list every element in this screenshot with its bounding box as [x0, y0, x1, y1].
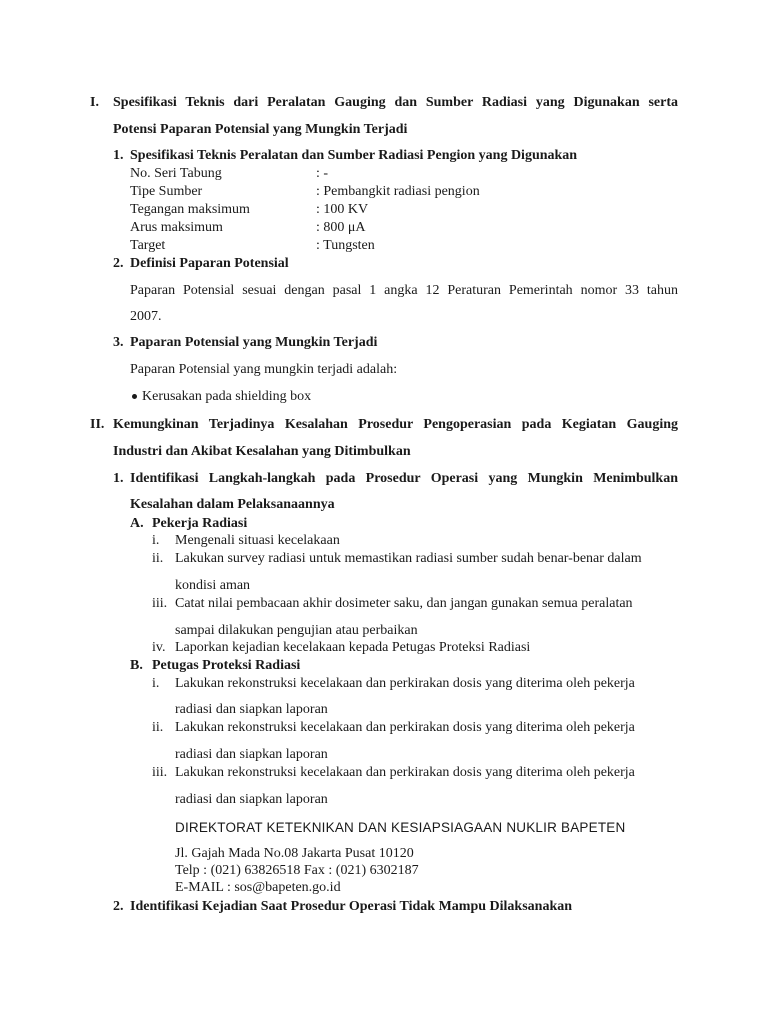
list-item: Lakukan rekonstruksi kecelakaan dan perkirakan dosis yang diterima oleh pekerja	[175, 720, 635, 735]
section-1-title-line2: Potensi Paparan Potensial yang Mungkin Terjadi	[113, 122, 408, 137]
list-item: Laporkan kejadian kecelakaan kepada Petugas Proteksi Radiasi	[175, 640, 531, 655]
list-item-continuation: radiasi dan siapkan laporan	[175, 747, 328, 762]
roman-numeral: i.	[152, 676, 160, 691]
organization-name: DIREKTORAT KETEKNIKAN DAN KESIAPSIAGAAN NUKLIR BAPETEN	[175, 820, 626, 835]
group-a-letter: A.	[130, 516, 144, 531]
group-b-title: Petugas Proteksi Radiasi	[152, 658, 301, 673]
spec-value: : Tungsten	[316, 238, 375, 253]
subsection-1-1-number: 1.	[113, 148, 124, 163]
subsection-2-2-number: 2.	[113, 899, 124, 914]
subsection-1-2-number: 2.	[113, 256, 124, 271]
roman-numeral: ii.	[152, 720, 164, 735]
section-1-title-line1: Spesifikasi Teknis dari Peralatan Gauging dan Sumber Radiasi yang Digunakan serta	[113, 95, 678, 110]
roman-numeral: iii.	[152, 596, 168, 611]
list-item-continuation: radiasi dan siapkan laporan	[175, 702, 328, 717]
subsection-1-3-number: 3.	[113, 335, 124, 350]
phone-line: Telp : (021) 63826518 Fax : (021) 6302187	[175, 863, 419, 878]
subsection-2-1-number: 1.	[113, 471, 124, 486]
spec-label: Arus maksimum	[130, 220, 223, 235]
section-2-title-line1: Kemungkinan Terjadinya Kesalahan Prosedur Pengoperasian pada Kegiatan Gauging	[113, 417, 678, 432]
list-item: Mengenali situasi kecelakaan	[175, 533, 340, 548]
paragraph-line: Paparan Potensial yang mungkin terjadi adalah:	[130, 362, 398, 377]
group-b-letter: B.	[130, 658, 143, 673]
subsection-2-2-title: Identifikasi Kejadian Saat Prosedur Operasi Tidak Mampu Dilaksanakan	[130, 899, 573, 914]
section-2-number: II.	[90, 417, 105, 432]
list-item: Lakukan survey radiasi untuk memastikan radiasi sumber sudah benar-benar dalam	[175, 551, 642, 566]
bullet-icon	[132, 394, 137, 399]
roman-numeral: iv.	[152, 640, 166, 655]
subsection-1-3-title: Paparan Potensial yang Mungkin Terjadi	[130, 335, 378, 350]
spec-label: Tegangan maksimum	[130, 202, 250, 217]
list-item-continuation: kondisi aman	[175, 578, 251, 593]
roman-numeral: i.	[152, 533, 160, 548]
section-2-title-line2: Industri dan Akibat Kesalahan yang Ditimbulkan	[113, 444, 411, 459]
list-item: Catat nilai pembacaan akhir dosimeter saku, dan jangan gunakan semua peralatan	[175, 596, 633, 611]
list-item: Lakukan rekonstruksi kecelakaan dan perkirakan dosis yang diterima oleh pekerja	[175, 765, 635, 780]
list-item: Lakukan rekonstruksi kecelakaan dan perkirakan dosis yang diterima oleh pekerja	[175, 676, 635, 691]
spec-label: Tipe Sumber	[130, 184, 203, 199]
spec-value: : 100 KV	[316, 202, 369, 217]
address-line: Jl. Gajah Mada No.08 Jakarta Pusat 10120	[175, 846, 414, 861]
roman-numeral: iii.	[152, 765, 168, 780]
group-a-title: Pekerja Radiasi	[152, 516, 248, 531]
subsection-2-1-title-line2: Kesalahan dalam Pelaksanaannya	[130, 497, 335, 512]
paragraph-line: Paparan Potensial sesuai dengan pasal 1 angka 12 Peraturan Pemerintah nomor 33 tahun	[130, 283, 678, 298]
spec-value: : 800 μA	[316, 220, 366, 235]
bullet-item: Kerusakan pada shielding box	[142, 389, 312, 404]
spec-label: Target	[130, 238, 166, 253]
spec-value: : -	[316, 166, 329, 181]
list-item-continuation: sampai dilakukan pengujian atau perbaikan	[175, 623, 418, 638]
roman-numeral: ii.	[152, 551, 164, 566]
email-line: E-MAIL : sos@bapeten.go.id	[175, 880, 341, 895]
spec-value: : Pembangkit radiasi pengion	[316, 184, 480, 199]
list-item-continuation: radiasi dan siapkan laporan	[175, 792, 328, 807]
subsection-2-1-title-line1: Identifikasi Langkah-langkah pada Prosedur Operasi yang Mungkin Menimbulkan	[130, 471, 678, 486]
subsection-1-1-title: Spesifikasi Teknis Peralatan dan Sumber Radiasi Pengion yang Digunakan	[130, 148, 578, 163]
section-1-number: I.	[90, 95, 99, 110]
paragraph-line: 2007.	[130, 309, 162, 324]
spec-label: No. Seri Tabung	[130, 166, 222, 181]
subsection-1-2-title: Definisi Paparan Potensial	[130, 256, 289, 271]
